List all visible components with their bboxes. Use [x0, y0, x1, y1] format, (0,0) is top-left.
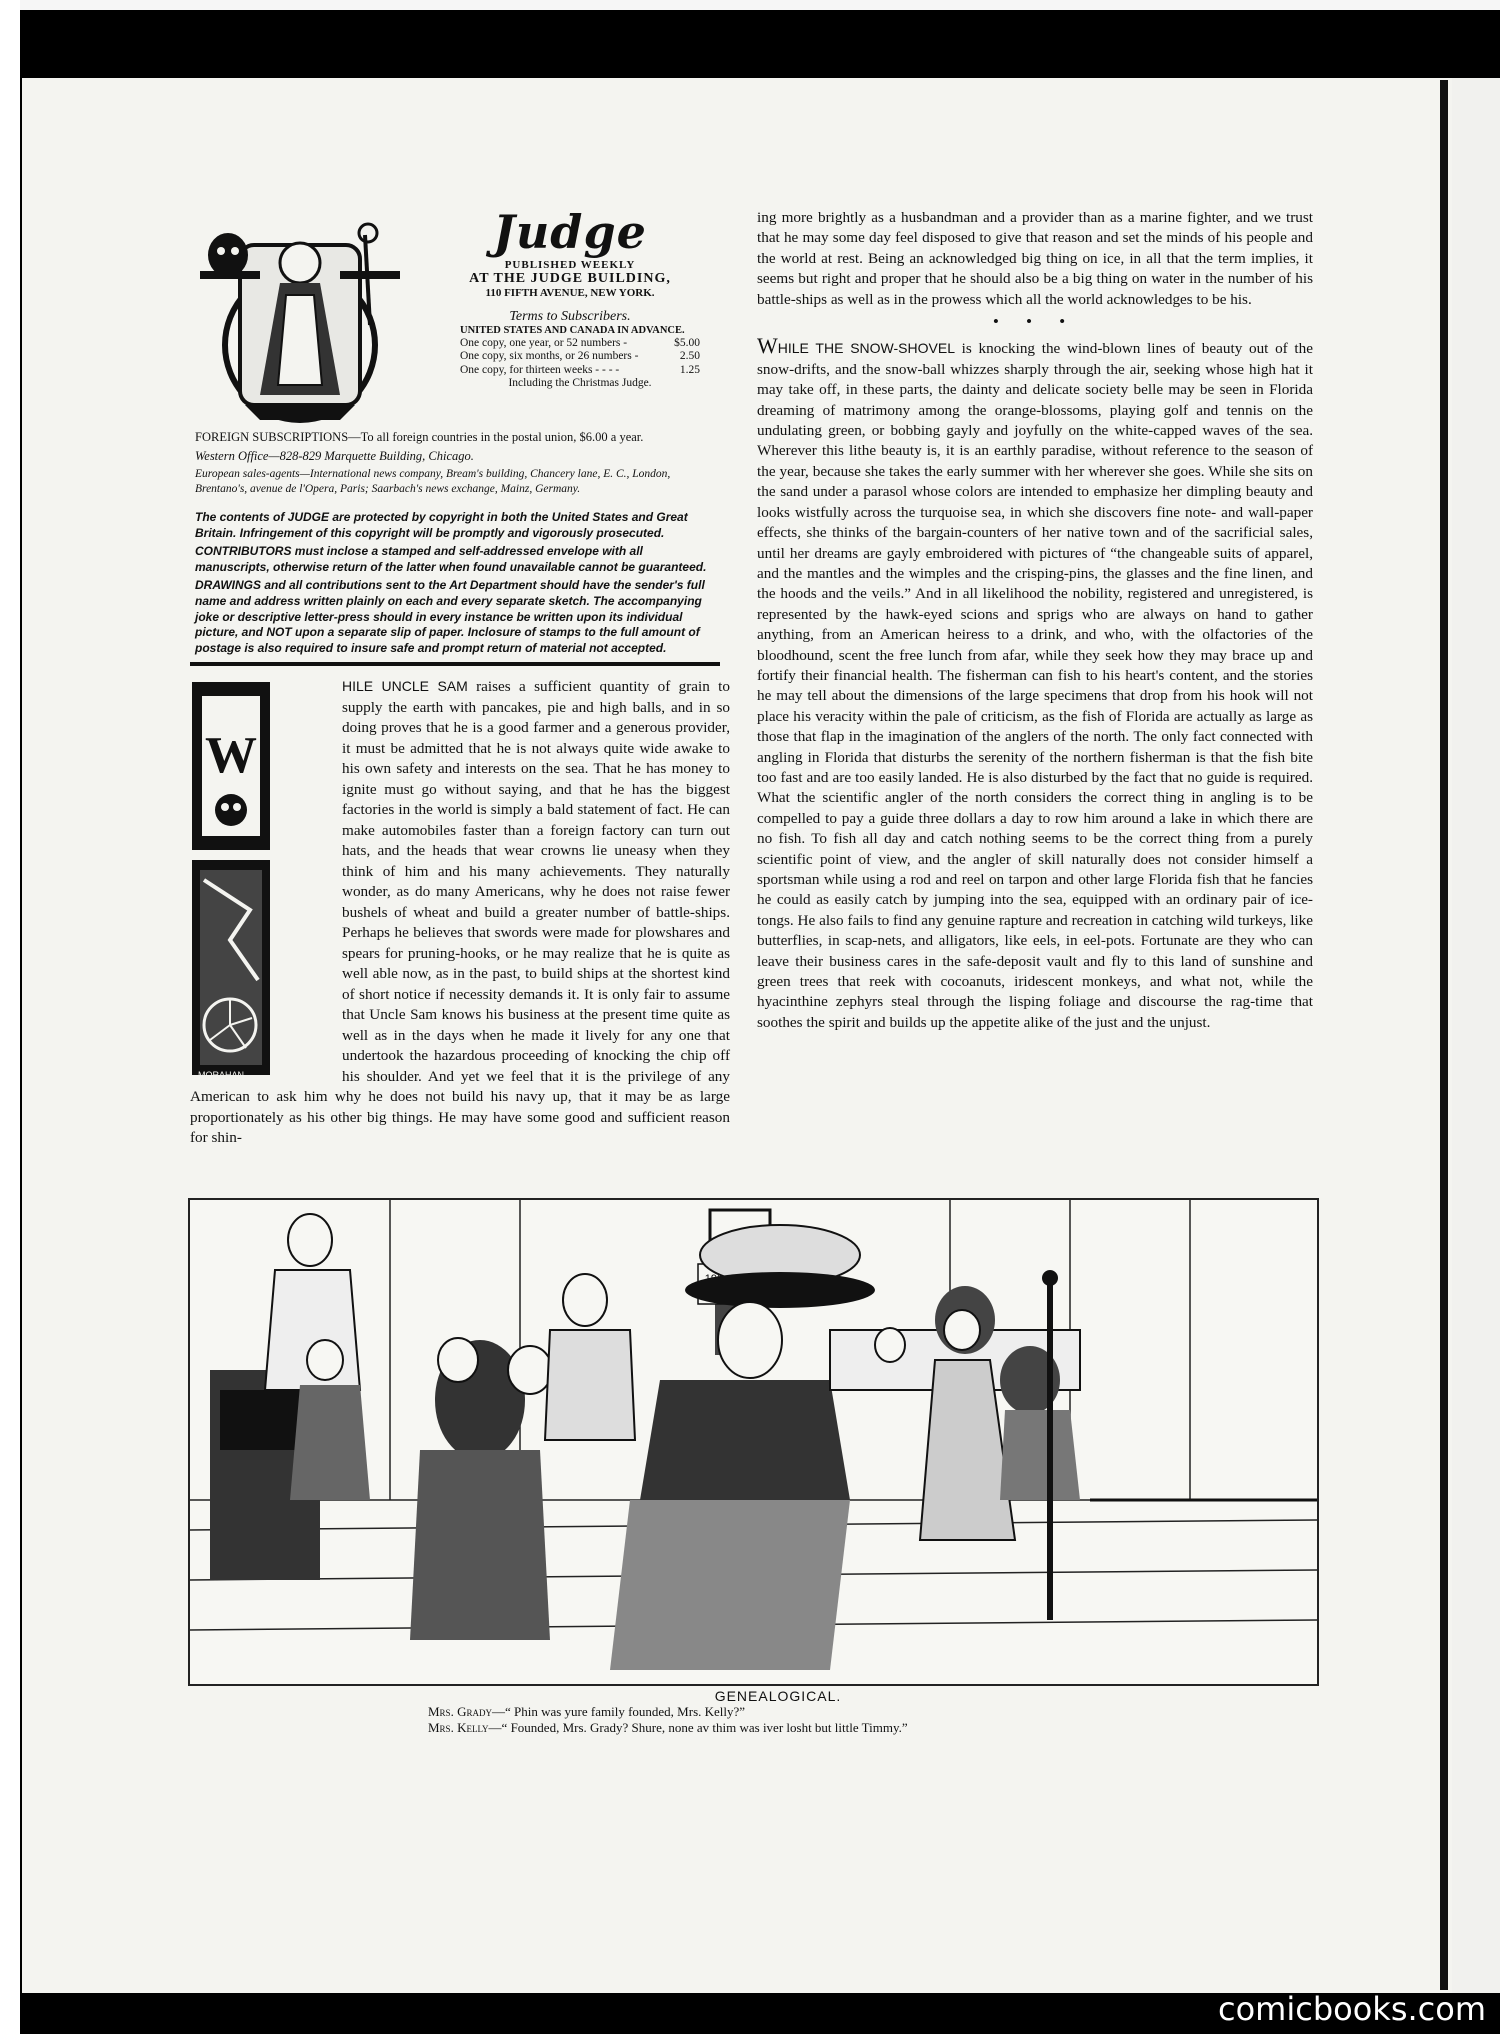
caption-line	[428, 1704, 1128, 1720]
top-edge	[20, 0, 1500, 10]
western-office: Western Office—828-829 Marquette Building, Chicago.	[195, 448, 474, 463]
genealogical-cartoon	[188, 1198, 1319, 1686]
drawings-notice: DRAWINGS and all contributions sent to the Art Department should have the sender's full name and address written plainly on each and every separate sketch. The accompanying joke or descriptive letter-press should in every instance be written upon its individual picture, and NOT upon a separate slip of paper. Inclosure of stamps to the full amount of postage is also required to insure safe and prompt return of material not accepted.	[195, 578, 705, 655]
terms-heading: Terms to Subscribers.	[509, 309, 631, 324]
site-watermark: comicbooks.com	[1217, 1990, 1486, 2028]
judge-logo: Judge	[493, 205, 647, 259]
lead-in: HILE UNCLE SAM	[342, 678, 468, 694]
drop-letter: W	[205, 727, 257, 784]
cartoon-caption	[428, 1688, 1128, 1736]
masthead	[190, 205, 710, 425]
speaker-name: Mrs. Kelly	[428, 1720, 489, 1735]
adjacent-page-edge	[1452, 78, 1500, 1993]
editorial-uncle-sam	[190, 676, 730, 1149]
decorated-initial-w	[190, 680, 328, 1080]
section-rule	[190, 662, 720, 666]
paragraph: is knocking the wind-blown lines of beauty out of the snow-drifts, and the snow-ball whizzes sharply through the air, seeking whose high hat it may take off, in these parts, the dainty and delicate society belle may be seen in Florida dreaming of matrimony among the orange-blossoms, playing golf and tennis on the undulating green, or bobbing gayly and joyfully on the white-capped waves of the sea. Wherever this lithe beauty is, it is an earthly paradise, without reference to the season of the year, because she takes the early summer with her wherever she goes. While she sits on the sand under a parasol whose colors are intended to emphasize her dimpling beauty and looks wistfully across the turquoise sea, in which she discovers fine note- and wall-paper effects, she thinks of the bargain-counters of her native town and of the sacrificial sales, until her dreams are gayly embroidered with pictures of “the changeable suits of apparel, and the mantles and the wimples and the crisping-pins, the glasses and the fine linen, and the hoods and the veils.” And in all likelihood the nobility, registered and unregistered, is represented by the hawk-eyed scions and sprigs who are always on hand to gather anything, from an American heiress to a drink, and who, with the olfactories of the bloodhound, scent the free lunch from afar, while they seek how they may brace up and fortify their financial health. The fisherman can fish to his heart's content, and the stories he may tell about the dimensions of the large specimens that drop from his hook will not place his veracity within the pale of criticism, as the fish of Florida are actually as large as those that flap in the imagination of the anglers of the north. The only fact connected with angling in Florida that disturbs the serenity of the northern fisherman is that the fish bite too fast and are too easily landed. He is also disturbed by the fact that no guide is required. What the scientific angler of the north considers the correct thing in angling is to be compelled to pay a guide three dollars a day to row him around a lake in which there are no fish. To fish all day and catch nothing seems to be the correct thing from a purely scientific point of view, and the angler of skill naturally does not consider himself a sportsman while using a rod and reel on tarpon and other large Florida fish that he fancies he could as easily catch by jumping into the sea, equipped with an ordinary pair of ice-tongs. He also fails to find any genuine rapture and recreation in catching wild turkeys, like butterflies, in scap-nets, and alligators, like eels, in eel-pots. Fortunate are they who can leave their business cares in the safe-deposit vault and fly to this land of sunshine and green trees that reek with cocoanuts, iridescent monkeys, and what not, while the hyacinthine zephyrs steal through the lisping foliage and discourse the rag-time that soothes the spirit and builds up the appetite alike of the just and the unjust.	[757, 340, 1313, 1031]
dialogue: —“ Phin was yure family founded, Mrs. Kelly?”	[491, 1704, 746, 1719]
terms-row: One copy, for thirteen weeks - - - - 1.25	[460, 363, 700, 376]
foreign-subscriptions: FOREIGN SUBSCRIPTIONS—To all foreign countries in the postal union, $6.00 a year.	[195, 430, 644, 444]
published-weekly: PUBLISHED WEEKLY	[504, 259, 636, 271]
address-line: 110 FIFTH AVENUE, NEW YORK.	[485, 287, 655, 299]
caption-title: GENEALOGICAL.	[714, 1688, 842, 1704]
terms-note: Including the Christmas Judge.	[508, 376, 652, 389]
lead-in: HILE THE SNOW-SHOVEL	[777, 340, 955, 357]
copyright-notice: The contents of JUDGE are protected by copyright in both the United States and Great Britain. Infringement of this copyright will be promptly and vigorously prosecuted.	[195, 510, 688, 540]
contributors-notice: CONTRIBUTORS must inclose a stamped and self-addressed envelope with all manuscripts, otherwise return of the latter when found unavailable cannot be guaranteed.	[195, 544, 707, 574]
caption-line	[428, 1720, 1128, 1736]
initial-letter: W	[757, 333, 778, 359]
left-page-edge	[0, 0, 20, 2034]
terms-advance: UNITED STATES AND CANADA IN ADVANCE.	[460, 325, 685, 336]
artist-signature: MORAHAN	[198, 1070, 245, 1080]
judge-emblem-illustration	[190, 205, 410, 425]
paragraph: raises a sufficient quantity of grain to supply the earth with pancakes, pie and high balls, and in so doing proves that he is a good farmer and a generous provider, it must be admitted that he is not always quite wide awake to his own safety and interests on the sea. That he has money to ignite must go without saying, and that he has the biggest factories in the world is simply a bald statement of fact. He can make automobiles faster than a foreign factory can turn out hats, and the heads that wear crowns lie uneasy when they think of him and his many achievements. They naturally wonder, as do many Americans, why he does not raise fewer bushels of wheat and build a greater number of battle-ships. Perhaps he believes that swords were made for plowshares and spears for pruning-hooks, or he may realize that he is quite as well able now, as in the past, to build ships at the shortest kind of short notice if necessity demands it. It is only fair to assume that Uncle Sam knows his business at the present time quite as well as in the days when he made it lively for any one that undertook the hazardous proceeding of knocking the chip off his shoulder. And yet we feel that it is the privilege of any American to ask him why he does not build his navy up, that it may be as large proportionately as his other big things. He may have some good and sufficient reason for shin-	[190, 678, 730, 1146]
european-agents: European sales-agents—International news company, Bream's building, Chancery lane, E. C., London, Brentano's, avenue de l'Opera, Paris; Saarbach's news exchange, Mainz, Germany.	[195, 468, 671, 495]
terms-row: One copy, one year, or 52 numbers - $5.00	[460, 337, 700, 350]
cartoon-drawing	[190, 1200, 1317, 1684]
section-divider-dots: • • •	[993, 313, 1077, 331]
building-line: AT THE JUDGE BUILDING,	[469, 271, 671, 286]
page-fold	[1440, 80, 1448, 1990]
editorial-florida	[757, 208, 1313, 1033]
speaker-name: Mrs. Grady	[428, 1704, 492, 1719]
terms-row: One copy, six months, or 26 numbers - 2.50	[460, 350, 700, 363]
paragraph: ing more brightly as a husbandman and a provider than as a marine fighter, and we trust that he may some day feel disposed to give that reason and set the minds of his people and the world at rest. Being an acknowledged big thing on ice, in all that the term implies, it seems but right and proper that he should also be a big thing on water in the number of his battle-ships as well as in the prowess which all the world acknowledges to be his.	[757, 209, 1313, 308]
dialogue: —“ Founded, Mrs. Grady? Shure, none av thim was iver losht but little Timmy.”	[488, 1720, 908, 1735]
subscription-terms	[460, 325, 700, 390]
publisher-info	[195, 430, 718, 659]
